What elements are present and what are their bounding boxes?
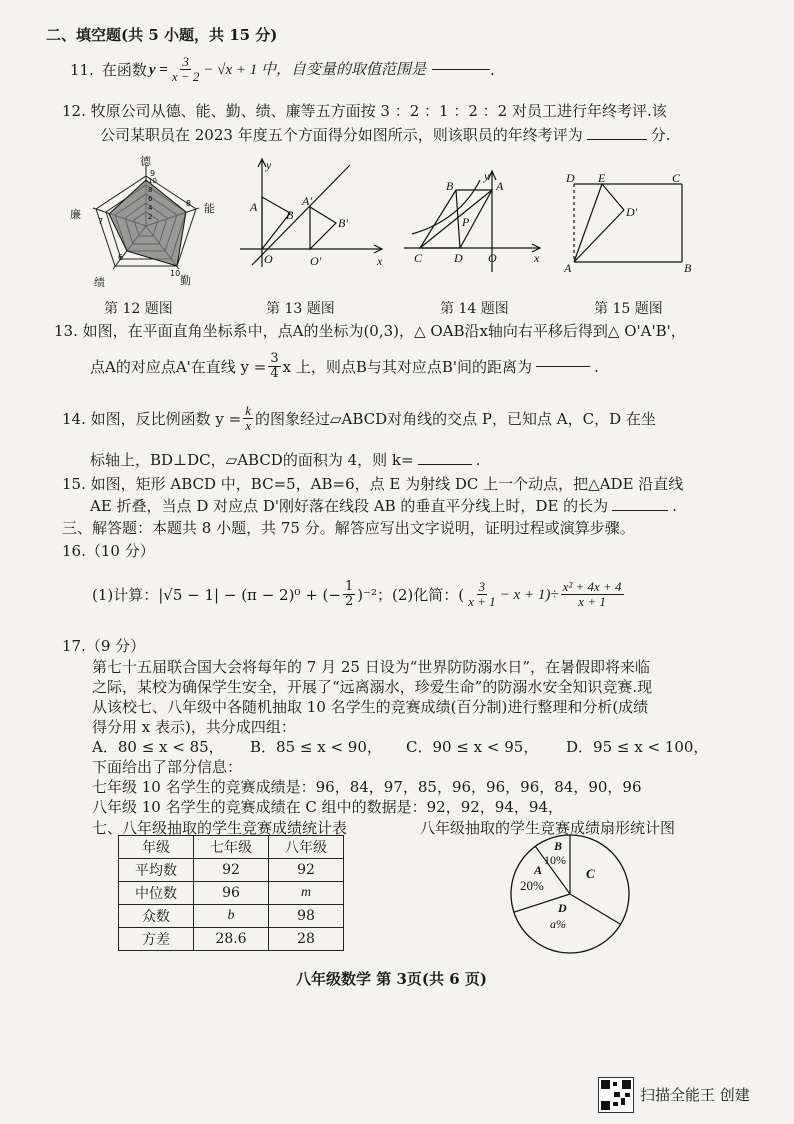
fig15-label-D-prime: D' bbox=[626, 205, 638, 219]
table-row bbox=[119, 882, 344, 905]
q16-frac-poly bbox=[561, 580, 624, 609]
q17-grade8-c-scores: 八年级 10 名学生的竞赛成绩在 C 组中的数据是：92，92，94，94， bbox=[92, 798, 563, 816]
q11-fraction bbox=[170, 55, 202, 84]
q17-line-2: 之际，某校为确保学生安全，开展了“远离溺水，珍爱生命”的防溺水安全知识竞赛.现 bbox=[92, 678, 653, 696]
radar-label-neng: 能 bbox=[204, 202, 215, 215]
fig14-label-D: D bbox=[454, 251, 463, 265]
question-11 bbox=[70, 55, 495, 84]
q13-end: . bbox=[594, 357, 599, 376]
table-cell: 96 bbox=[194, 882, 269, 905]
qr-code-icon bbox=[598, 1077, 634, 1113]
fig13-label-x: x bbox=[377, 254, 383, 268]
pie-value-D: a% bbox=[550, 917, 566, 931]
fig13-label-O: O bbox=[264, 252, 273, 266]
fig14-label-x: x bbox=[534, 251, 540, 265]
q14-frac-num: k bbox=[245, 403, 251, 418]
q16-part1-end: )⁻²；(2)化简：( bbox=[357, 585, 465, 604]
q15-line1: 15. 如图，矩形 ABCD 中，BC=5，AB=6，点 E 为射线 DC 上一个动点，把△ADE 沿直线 bbox=[62, 475, 684, 493]
q12-line1: 12. 牧原公司从德、能、勤、绩、廉等五方面按 3 ：2 ：1 ：2 ：2 对员工进行年终考评.该 bbox=[62, 102, 667, 120]
q12-answer-blank[interactable] bbox=[587, 139, 647, 140]
table-header-cell: 八年级 bbox=[269, 836, 344, 859]
q17-info-intro: 下面给出了部分信息： bbox=[92, 758, 243, 776]
fig14-label-y: y bbox=[484, 169, 490, 183]
question-16-body bbox=[92, 580, 626, 609]
q13-fraction bbox=[268, 352, 280, 381]
pie-label-D: D bbox=[558, 901, 567, 915]
table-cell: 92 bbox=[269, 859, 344, 882]
fig13-label-A: A bbox=[250, 200, 258, 214]
radar-tick-4: 4 bbox=[148, 204, 153, 212]
scanner-watermark: 扫描全能王 创建 bbox=[640, 1086, 750, 1104]
q13-line1: 13. 如图，在平面直角坐标系中，点A的坐标为(0,3)，△ OAB沿x轴向右平移后得到△ O'A'B'， bbox=[54, 322, 686, 340]
fig15-label-C: C bbox=[672, 171, 681, 185]
fig13-triangle-oab-prime bbox=[310, 207, 336, 249]
q16-part1: (1)计算：|√5 − 1| − (π − 2)⁰ + (− bbox=[92, 585, 341, 604]
fig13-line bbox=[252, 165, 350, 265]
table-cell: 98 bbox=[269, 905, 344, 928]
q11-frac-num: 3 bbox=[182, 54, 189, 69]
q16-head: 16.（10 分） bbox=[62, 542, 155, 560]
q16-frac-poly-num: x² + 4x + 4 bbox=[562, 579, 622, 594]
q13-frac-num: 3 bbox=[270, 351, 279, 366]
radar-value-lian: 7 bbox=[98, 217, 104, 226]
fig13-label-y: y bbox=[266, 158, 272, 172]
q14-answer-blank[interactable] bbox=[418, 464, 472, 465]
q17-grade7-scores: 七年级 10 名学生的竞赛成绩是：96，84，97，85，96，96，96，84，90，96 bbox=[92, 778, 642, 796]
fig14-label-P: P bbox=[462, 215, 470, 229]
radar-tick-10: 10 bbox=[148, 177, 157, 185]
q14-fraction bbox=[243, 404, 253, 433]
caption-fig14: 第 14 题图 bbox=[440, 301, 509, 317]
q17-line-4: 得分用 x 表示)，共分成四组： bbox=[92, 718, 296, 736]
q17-head: 17.（9 分） bbox=[62, 637, 146, 655]
fig15-fold-ae bbox=[574, 184, 602, 262]
fig15-ad-prime bbox=[574, 210, 624, 262]
fig15-ed-prime bbox=[602, 184, 624, 210]
pie-divider-d-c bbox=[570, 894, 620, 924]
pie-value-A: 20% bbox=[520, 878, 544, 893]
table-cell: 平均数 bbox=[119, 859, 194, 882]
fig15-label-A: A bbox=[564, 261, 572, 275]
q16-frac-3-den: x + 1 bbox=[468, 594, 496, 609]
table-row bbox=[119, 928, 344, 951]
radar-chart-figure bbox=[66, 152, 226, 292]
q17-pie-title: 八年级抽取的学生竞赛成绩扇形统计图 bbox=[420, 819, 676, 837]
fig13-label-A-prime: A' bbox=[302, 194, 312, 208]
q12-end: 分. bbox=[650, 126, 671, 144]
radar-label-lian: 廉 bbox=[70, 208, 81, 221]
radar-tick-6: 6 bbox=[148, 195, 153, 203]
q13-frac-den: 4 bbox=[270, 366, 279, 381]
table-cell: 众数 bbox=[119, 905, 194, 928]
q16-frac-poly-den: x + 1 bbox=[578, 594, 606, 609]
q17-group-C: C．90 ≤ x < 95， bbox=[406, 738, 539, 756]
question-13-line2 bbox=[90, 352, 599, 381]
fig15-label-D: D bbox=[566, 171, 575, 185]
table-cell: b bbox=[194, 905, 269, 928]
q17-group-D: D．95 ≤ x < 100， bbox=[566, 738, 709, 756]
fig14-label-B: B bbox=[446, 179, 454, 193]
fig13-label-B: B bbox=[286, 208, 294, 222]
radar-tick-2: 2 bbox=[148, 213, 153, 221]
q16-frac-3 bbox=[466, 580, 498, 609]
radar-label-de: 德 bbox=[140, 155, 151, 168]
q17-line-1: 第七十五届联合国大会将每年的 7 月 25 日设为“世界防防溺水日”，在暑假即将来临 bbox=[92, 658, 651, 676]
radar-value-de: 9 bbox=[150, 169, 156, 178]
q13-answer-blank[interactable] bbox=[536, 366, 590, 367]
fig14-label-A: A bbox=[496, 179, 504, 193]
question-15-line2 bbox=[90, 496, 677, 516]
fig13-label-O-prime: O' bbox=[310, 254, 322, 268]
table-header-row bbox=[119, 836, 344, 859]
q14-post: 的图象经过▱ABCD对角线的交点 P，已知点 A，C，D 在坐 bbox=[254, 409, 656, 428]
section-2-title: 二、填空题(共 5 小题，共 15 分) bbox=[46, 26, 278, 44]
fig14-label-C: C bbox=[414, 251, 423, 265]
caption-fig12: 第 12 题图 bbox=[104, 301, 173, 317]
q11-rest: − √x + 1 中，自变量的取值范围是 bbox=[203, 61, 427, 78]
question-14-line1 bbox=[62, 404, 656, 433]
pie-chart bbox=[500, 828, 640, 960]
figure-15 bbox=[560, 170, 710, 276]
table-cell: 28.6 bbox=[194, 928, 269, 951]
q16-frac-half-den: 2 bbox=[344, 594, 354, 609]
pie-label-B: B bbox=[554, 839, 563, 853]
table-cell: 28 bbox=[269, 928, 344, 951]
q11-answer-blank[interactable] bbox=[432, 69, 490, 70]
q16-frac-half-num: 1 bbox=[344, 579, 354, 594]
pie-label-A: A bbox=[534, 863, 543, 877]
q13-line2-post: x 上，则点B与其对应点B'间的距离为 bbox=[282, 357, 533, 376]
q15-line2-text: AE 折叠，当点 D 对应点 D'刚好落在线段 AB 的垂直平分线上时，DE 的长为 bbox=[90, 497, 609, 515]
question-14-line2 bbox=[90, 450, 480, 470]
caption-fig15: 第 15 题图 bbox=[594, 301, 663, 317]
q14-pre: 14. 如图，反比例函数 y = bbox=[62, 409, 242, 428]
pie-label-C: C bbox=[586, 866, 595, 881]
q14-frac-den: x bbox=[245, 418, 251, 433]
q11-end: . bbox=[490, 60, 495, 79]
q16-frac-3-num: 3 bbox=[478, 579, 486, 594]
q15-answer-blank[interactable] bbox=[612, 510, 668, 511]
fig15-label-E: E bbox=[598, 171, 606, 185]
q17-table-title: 七、八年级抽取的学生竞赛成绩统计表 bbox=[92, 819, 348, 837]
table-cell: m bbox=[269, 882, 344, 905]
table-header-cell: 七年级 bbox=[194, 836, 269, 859]
q11-number: 11. bbox=[70, 60, 94, 79]
fig15-label-B: B bbox=[684, 261, 692, 275]
radar-label-ji: 绩 bbox=[94, 276, 105, 289]
figure-13 bbox=[232, 155, 392, 275]
q14-end: . bbox=[475, 451, 481, 469]
fig13-label-B-prime: B' bbox=[338, 216, 348, 230]
q11-frac-den: x − 2 bbox=[171, 69, 200, 84]
radar-value-neng: 8 bbox=[186, 199, 192, 208]
q17-line-3: 从该校七、八年级中各随机抽取 10 名学生的竞赛成绩(百分制)进行整理和分析(成绩 bbox=[92, 698, 649, 716]
pie-value-B: 10% bbox=[544, 853, 566, 867]
page-footer: 八年级数学 第 3页(共 6 页) bbox=[296, 970, 487, 988]
table-header-cell: 年级 bbox=[119, 836, 194, 859]
q15-end: . bbox=[672, 497, 677, 515]
q17-group-B: B．85 ≤ x < 90， bbox=[250, 738, 382, 756]
q12-line2-text: 公司某职员在 2023 年度五个方面得分如图所示，则该职员的年终考评为 bbox=[100, 126, 583, 144]
figure-14 bbox=[400, 168, 550, 276]
radar-value-qin: 10 bbox=[170, 269, 181, 278]
table-cell: 中位数 bbox=[119, 882, 194, 905]
table-row bbox=[119, 905, 344, 928]
q16-frac-half bbox=[343, 580, 355, 609]
caption-fig13: 第 13 题图 bbox=[266, 301, 335, 317]
radar-value-ji: 6 bbox=[118, 253, 124, 262]
radar-label-qin: 勤 bbox=[180, 274, 191, 287]
q17-group-A: A．80 ≤ x < 85， bbox=[92, 738, 224, 756]
fig14-label-O: O bbox=[488, 251, 497, 265]
table-row bbox=[119, 859, 344, 882]
q11-y: y = bbox=[148, 61, 168, 78]
table-cell: 方差 bbox=[119, 928, 194, 951]
radar-tick-8: 8 bbox=[148, 186, 153, 194]
q14-line2-text: 标轴上，BD⊥DC，▱ABCD的面积为 4，则 k= bbox=[90, 451, 414, 469]
stats-table bbox=[118, 835, 344, 951]
section-3-title: 三、解答题：本题共 8 小题，共 75 分。解答应写出文字说明，证明过程或演算步骤。 bbox=[62, 519, 635, 537]
q11-pre: 在函数 bbox=[101, 60, 147, 79]
question-12-line2 bbox=[100, 125, 671, 145]
table-cell: 92 bbox=[194, 859, 269, 882]
q16-part2-mid: − x + 1)÷ bbox=[499, 586, 559, 603]
q13-line2-pre: 点A的对应点A'在直线 y = bbox=[90, 357, 267, 376]
